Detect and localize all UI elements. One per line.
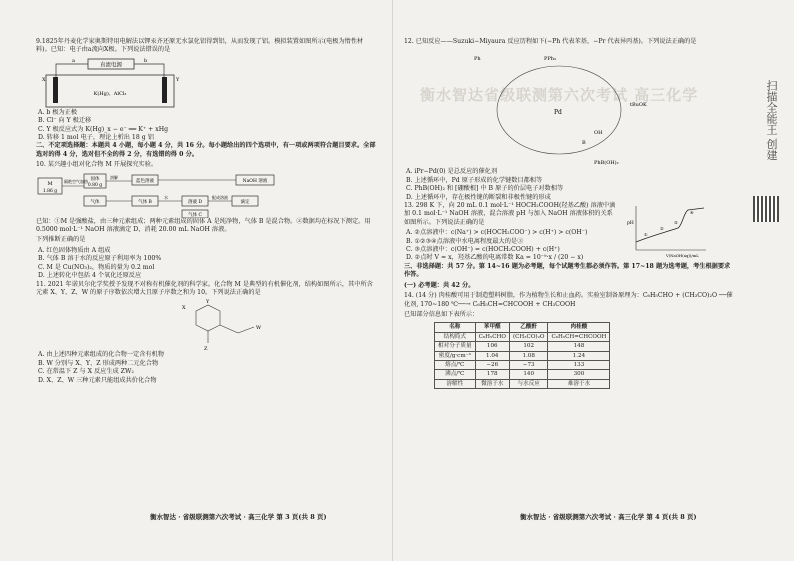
q9-option-b: B. Cl⁻ 向 Y 极迁移: [38, 117, 92, 125]
right-page: [404, 38, 734, 389]
flow-water: 水: [164, 194, 168, 200]
atom-y: Y: [206, 299, 210, 306]
question-14: 14. (14 分) 肉桂酸可用于制造塑料树脂，作为植物生长和止血药。实验室制备原理为：C₆H₅CHO + (CH₃CO)₂O ──催化剂, 170~180 ℃──→ C₆H₅CH=CHCOOH + CH₃COOH: [404, 292, 733, 308]
point-3: ③: [674, 220, 678, 226]
page-fold: [392, 0, 393, 561]
q10-option-b: B. 气体 B 溶于水的反应原子利用率为 100%: [38, 255, 162, 263]
table-cell: 微溶于水: [475, 379, 509, 388]
cycle-b: B: [582, 140, 586, 147]
ph-titration-graph: [626, 202, 708, 258]
question-11: 11. 2021 年诺贝尔化学奖授予发现不对称有机催化剂的科学家。化合物 M 是典型的有机催化剂，结构如图所示，其中所含元素 X、Y、Z、W 的原子序数依次增大且原子序数之和为 10。下列说法正确的是: [36, 280, 373, 296]
question-12: 12. 已知反应——Suzuki−Miyaura 反应历程如下(−Ph 代表苯基，−Pr 代表异丙基)。下列说法正确的是: [404, 38, 697, 45]
q11-option-a: A. 由上述四种元素组成的化合物一定含有机物: [38, 351, 164, 359]
scanner-side-text: 扫描全能王 创建: [765, 80, 778, 161]
flow-blue: 蓝色溶液: [136, 178, 154, 184]
table-cell: 1.08: [509, 351, 547, 360]
atom-x: X: [182, 305, 186, 312]
q10-option-c: C. M 是 Cu(NO₃)₂，物质的量为 0.2 mol: [38, 263, 155, 271]
flow-step1: 隔绝空气加热: [64, 178, 88, 184]
question-13: 13. 298 K 下，向 20 mL 0.1 mol·L⁻¹ HOCH₂COOH(羟基乙酸) 溶液中滴加 0.1 mol·L⁻¹ NaOH 溶液，混合溶液 pH 与加入 NaOH 溶液体积的关系如图所示。下列说法正确的是: [404, 202, 616, 226]
table-header-row: [435, 323, 610, 332]
cycle-oh: OH: [594, 130, 603, 137]
flow-m: M: [47, 180, 53, 187]
cycle-pph3: PPh₃: [544, 56, 556, 63]
flow-dilute: 配成溶液: [212, 194, 228, 200]
q11-option-b: B. W 分别与 X、Y、Z 形成两种二元化合物: [38, 359, 159, 367]
flow-titrate: 滴定: [240, 199, 250, 205]
table-cell: 106: [475, 342, 509, 351]
point-2: ②: [660, 226, 664, 232]
flow-acid: 溶液 D: [187, 199, 203, 205]
table-cell: 结构简式: [435, 332, 476, 341]
q10-option-d: D. 上述转化中包括 4 个氧化还原反应: [38, 272, 142, 280]
graph-y-label: pH: [627, 221, 634, 227]
power-label: 直流电源: [99, 62, 123, 69]
flow-naoh: NaOH 溶液: [242, 178, 268, 184]
table-row: [435, 379, 610, 388]
cycle-ph: Ph: [474, 56, 481, 63]
q13-option-d: D. ②点时 V = x，羟基乙酸的电离常数 Ka = 10⁻⁹·x / (20 − x): [406, 254, 584, 262]
catalyst-structure: [146, 299, 306, 351]
flow-solid-mass: 0.80 g: [87, 182, 103, 188]
q12-option-c: C. PhB(OH)₂ 和 [硼酸根] 中 B 原子的价层电子对数相等: [406, 185, 564, 193]
section-3-sub: (一) 必考题：共 42 分。: [404, 281, 475, 289]
section-2-heading: 二、不定项选择题：本题共 4 小题，每小题 4 分，共 16 分。每小题给出的四个选项中，有一项或两项符合题目要求。全部选对的得 4 分，选对但不全的得 2 分，有选错的得 0 分。: [36, 142, 376, 158]
table-cell: 102: [509, 342, 547, 351]
cycle-phboh2: PhB(OH)₂: [594, 160, 619, 167]
point-4: ④: [690, 210, 694, 216]
table-cell: 178: [475, 370, 509, 379]
suzuki-cycle-diagram: [444, 48, 674, 168]
section-3-heading: 三、非选择题：共 57 分。第 14~16 题为必考题，每个试题考生都必须作答。第 17~18 题为选考题，考生根据要求作答。: [404, 262, 731, 279]
atom-z: Z: [204, 346, 208, 352]
qr-code-icon: [753, 196, 779, 222]
flow-dissolve: 溶解: [110, 174, 118, 180]
table-cell: −26: [475, 360, 509, 369]
watermark: 衡水智达省级联测第六次考试 高三化学: [420, 86, 699, 104]
table-row: [435, 351, 610, 360]
table-row: [435, 370, 610, 379]
table-header: 名称: [435, 323, 476, 332]
right-footer: 衡水智达 · 省级联测第六次考试 · 高三化学 第 4 页(共 8 页): [520, 513, 697, 521]
q10-ask: 下列推断正确的是: [36, 236, 86, 244]
q13-option-c: C. ③点溶液中：c(OH⁻) = c(HOCH₂COOH) + c(H⁺): [406, 246, 560, 254]
table-header: 肉桂酸: [548, 323, 610, 332]
electrolysis-diagram: [36, 57, 186, 109]
table-cell: 溶解性: [435, 379, 476, 388]
table-header: 苯甲醛: [475, 323, 509, 332]
table-cell: 沸点/℃: [435, 370, 476, 379]
table-cell: (CH₃CO)₂O: [509, 332, 547, 341]
table-cell: −73: [509, 360, 547, 369]
graph-x-label: V(NaOH(aq))/mL: [666, 253, 699, 259]
table-cell: C₆H₅CH=CHCOOH: [548, 332, 610, 341]
table-cell: 相对分子质量: [435, 342, 476, 351]
q11-option-c: C. 在常温下 Z 与 X 反应生成 ZW₂: [38, 368, 134, 376]
q14-known: 已知部分信息如下表所示：: [404, 310, 479, 318]
question-9: 9.1825年丹麦化学家奥斯特用电解法以钾汞齐还原无水氯化铝得到铝，从而发现了铝。模拟装置如图所示(电极为惰性材料)。已知：电子由a流向X极。下列说法错误的是: [36, 38, 364, 54]
table-header: 乙酸酐: [509, 323, 547, 332]
electrode-y-label: Y: [176, 76, 180, 83]
table-cell: 1.04: [475, 351, 509, 360]
q12-option-a: A. iPr−Pd(0) 是总反应的催化剂: [406, 168, 498, 176]
q9-option-d: D. 转移 1 mol 电子，理论上析出 18 g 铝: [38, 134, 154, 142]
table-cell: 133: [548, 360, 610, 369]
q12-option-b: B. 上述循环中，Pd 原子形成的化学键数目都相等: [406, 176, 543, 184]
table-cell: 300: [548, 370, 610, 379]
flow-m-mass: 1.86 g: [42, 188, 58, 194]
q13-option-b: B. ①②③④点溶液中水电离程度最大的是③: [406, 237, 524, 245]
table-cell: 密度/g·cm⁻³: [435, 351, 476, 360]
table-cell: C₆H₅CHO: [475, 332, 509, 341]
flow-solid: 固体: [90, 176, 100, 182]
table-cell: 140: [509, 370, 547, 379]
q11-option-d: D. X、Z、W 三种元素只能组成共价化合物: [38, 376, 157, 384]
electrolyte-label: K(Hg)、AlCl₃: [93, 90, 127, 97]
q10-known: 已知：①M 是强酸盐，由三种元素组成；两种元素组成的固体 A 是纯净物，气体 B 是混合物。②数据均在标况下测定。用 0.5000 mol·L⁻¹ NaOH 溶液滴定 D，消耗 20.00 mL NaOH 溶液。: [36, 217, 371, 234]
point-1: ①: [644, 232, 648, 238]
table-cell: 熔点/℃: [435, 360, 476, 369]
table-row: [435, 342, 610, 351]
pole-b-label: b: [144, 57, 148, 64]
question-10: 10. 某兴趣小组对化合物 M 开展探究实验。: [36, 161, 158, 169]
atom-w: W: [256, 325, 262, 332]
flow-gas-c: 气体 C: [188, 212, 202, 218]
table-cell: 1.24: [548, 351, 610, 360]
flow-gas-b: 气体 B: [138, 199, 152, 205]
q9-option-a: A. b 极为正极: [38, 108, 78, 116]
q9-option-c: C. Y 极反应式为 K(Hg)_x − e⁻ ══ K⁺ + xHg: [38, 125, 169, 133]
table-cell: 148: [548, 342, 610, 351]
electrode-x-label: X: [42, 76, 46, 83]
q10-flowchart: [36, 172, 376, 218]
table-cell: 与水反应: [509, 379, 547, 388]
flow-gas: 气体: [90, 199, 100, 205]
q13-option-a: A. ②点溶液中：c(Na⁺) > c(HOCH₂COO⁻) > c(H⁺) > c(OH⁻): [406, 229, 588, 237]
cycle-tbuok: tBuOK: [630, 102, 647, 109]
table-row: [435, 332, 610, 341]
property-table: [434, 322, 610, 389]
left-footer: 衡水智达 · 省级联测第六次考试 · 高三化学 第 3 页(共 8 页): [150, 513, 327, 521]
q12-option-d: D. 上述循环中，存在极性键的断裂和非极性键的形成: [406, 193, 551, 201]
table-row: [435, 360, 610, 369]
table-cell: 难溶于水: [548, 379, 610, 388]
pole-a-label: a: [72, 57, 75, 64]
left-page: [36, 38, 376, 385]
cycle-pd: Pd: [554, 109, 562, 117]
q10-option-a: A. 红色固体物质由 A 组成: [38, 246, 111, 254]
